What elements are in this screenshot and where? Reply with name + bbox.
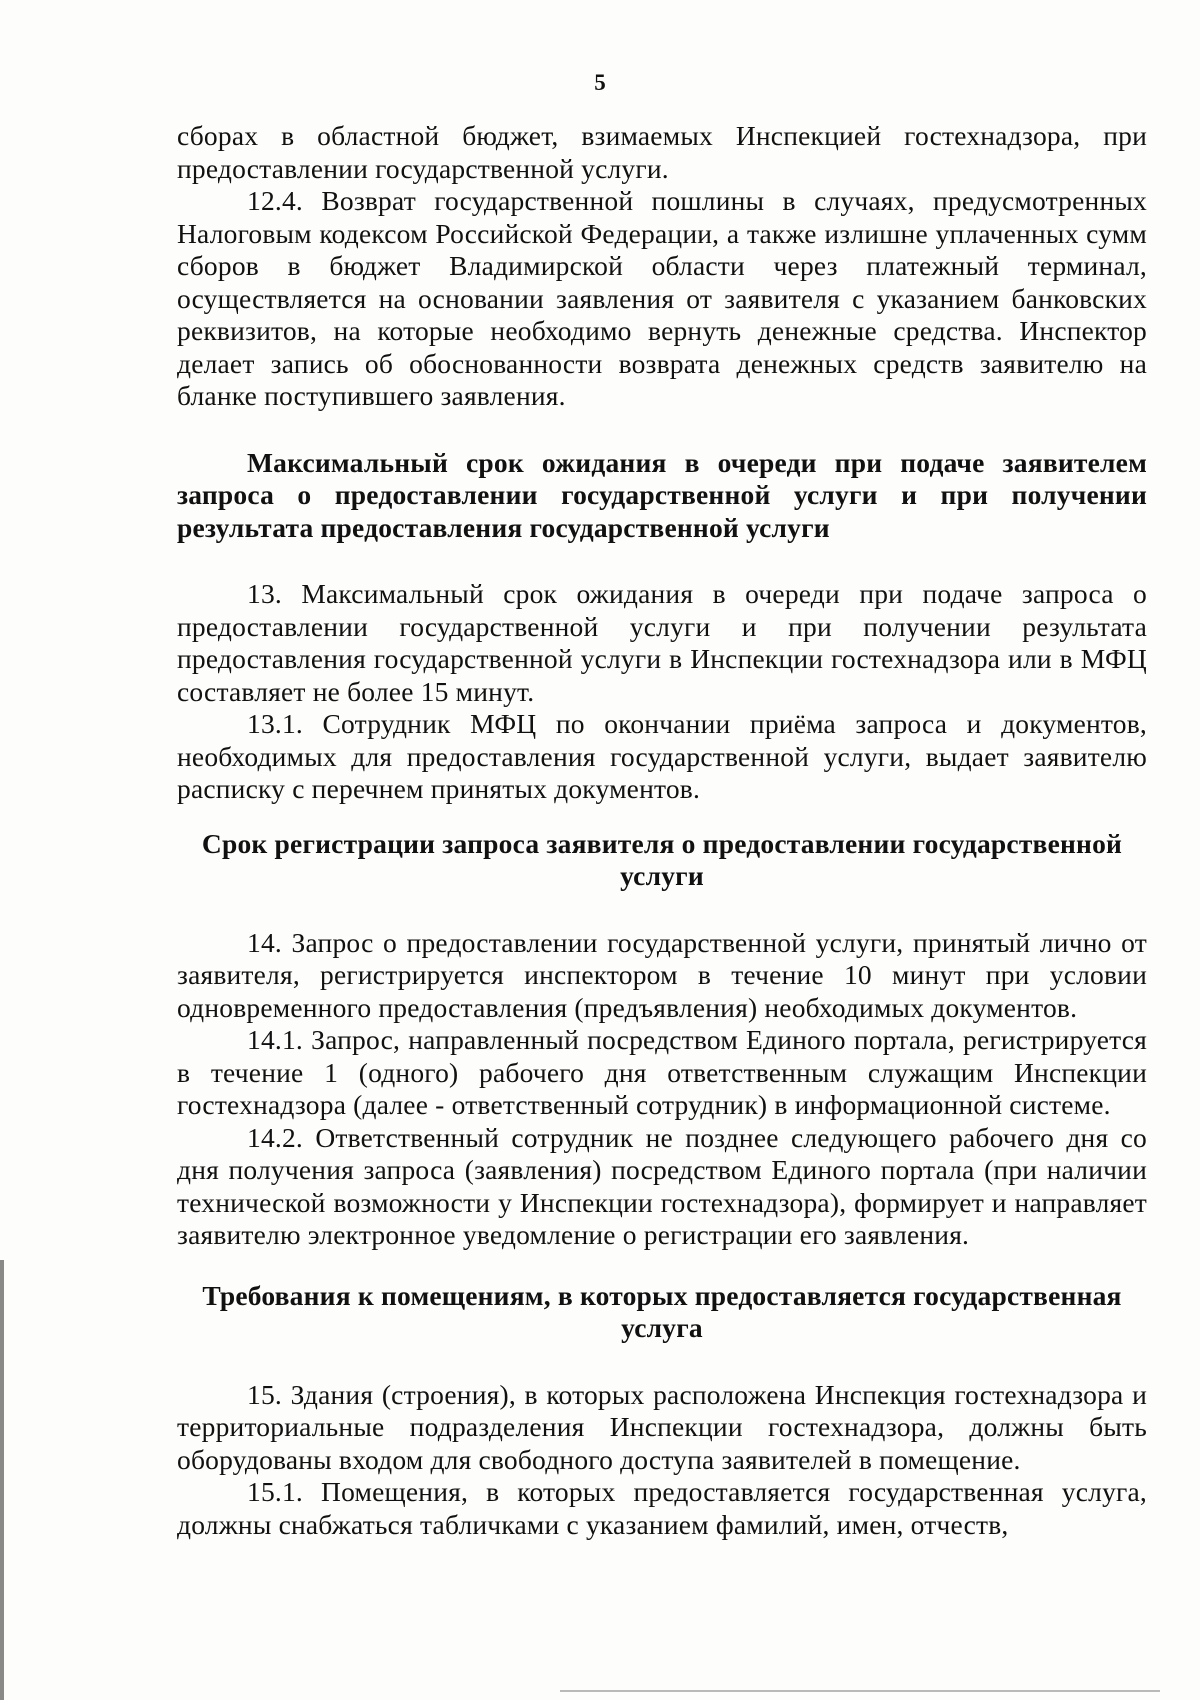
paragraph-13: 13. Максимальный срок ожидания в очереди при подаче запроса о предоставлении государственной услуги и при получении результата предоставления государственной услуги в Инспекции гостехнадзора или в МФЦ составляет не более 15 минут. xyxy=(177,578,1147,707)
section-heading-premises-requirements: Требования к помещениям, в которых предоставляется государственная услуга xyxy=(202,1279,1122,1343)
page-number: 5 xyxy=(594,70,606,95)
paragraph-14: 14. Запрос о предоставлении государственной услуги, принятый лично от заявителя, регистрируется инспектором в течение 10 минут при условии одновременного предоставления (предъявления) необходимых документов. xyxy=(177,926,1147,1023)
paragraph-12-4: 12.4. Возврат государственной пошлины в случаях, предусмотренных Налоговым кодексом Российской Федерации, а также излишне уплаченных сумм сборов в бюджет Владимирской области через платежный терминал, осуществляется на основании заявления от заявителя с указанием банковских реквизитов, на которые необходимо вернуть денежные средства. Инспектор делает запись об обоснованности возврата денежных средств заявителю на бланке поступившего заявления. xyxy=(177,185,1147,411)
paragraph-15-1: 15.1. Помещения, в которых предоставляется государственная услуга, должны снабжаться табличками с указанием фамилий, имен, отчеств, xyxy=(177,1476,1147,1540)
paragraph-continuation: сборах в областной бюджет, взимаемых Инспекцией гостехнадзора, при предоставлении государственной услуги. xyxy=(177,120,1147,184)
paragraph-15: 15. Здания (строения), в которых расположена Инспекция гостехнадзора и территориальные подразделения Инспекции гостехнадзора, должны быть оборудованы входом для свободного доступа заявителей в помещение. xyxy=(177,1378,1147,1475)
scan-edge-shadow xyxy=(0,1260,4,1700)
section-heading-queue-time: Максимальный срок ожидания в очереди при подаче заявителем запроса о предоставлении государственной услуги и при получении результата предоставления государственной услуги xyxy=(177,446,1147,543)
section-heading-registration-term: Срок регистрации запроса заявителя о предоставлении государственной услуги xyxy=(201,827,1123,891)
paragraph-13-1: 13.1. Сотрудник МФЦ по окончании приёма запроса и документов, необходимых для предоставления государственной услуги, выдает заявителю расписку с перечнем принятых документов. xyxy=(177,708,1147,804)
paragraph-14-2: 14.2. Ответственный сотрудник не позднее следующего рабочего дня со дня получения запроса (заявления) посредством Единого портала (при наличии технической возможности у Инспекции гостехнадзора), формирует и направляет заявителю электронное уведомление о регистрации его заявления. xyxy=(177,1121,1147,1250)
paragraph-14-1: 14.1. Запрос, направленный посредством Единого портала, регистрируется в течение 1 (одного) рабочего дня ответственным служащим Инспекции гостехнадзора (далее - ответственный сотрудник) в информационной системе. xyxy=(177,1024,1147,1120)
document-body xyxy=(177,120,1147,1541)
scan-bottom-edge xyxy=(560,1690,1160,1692)
